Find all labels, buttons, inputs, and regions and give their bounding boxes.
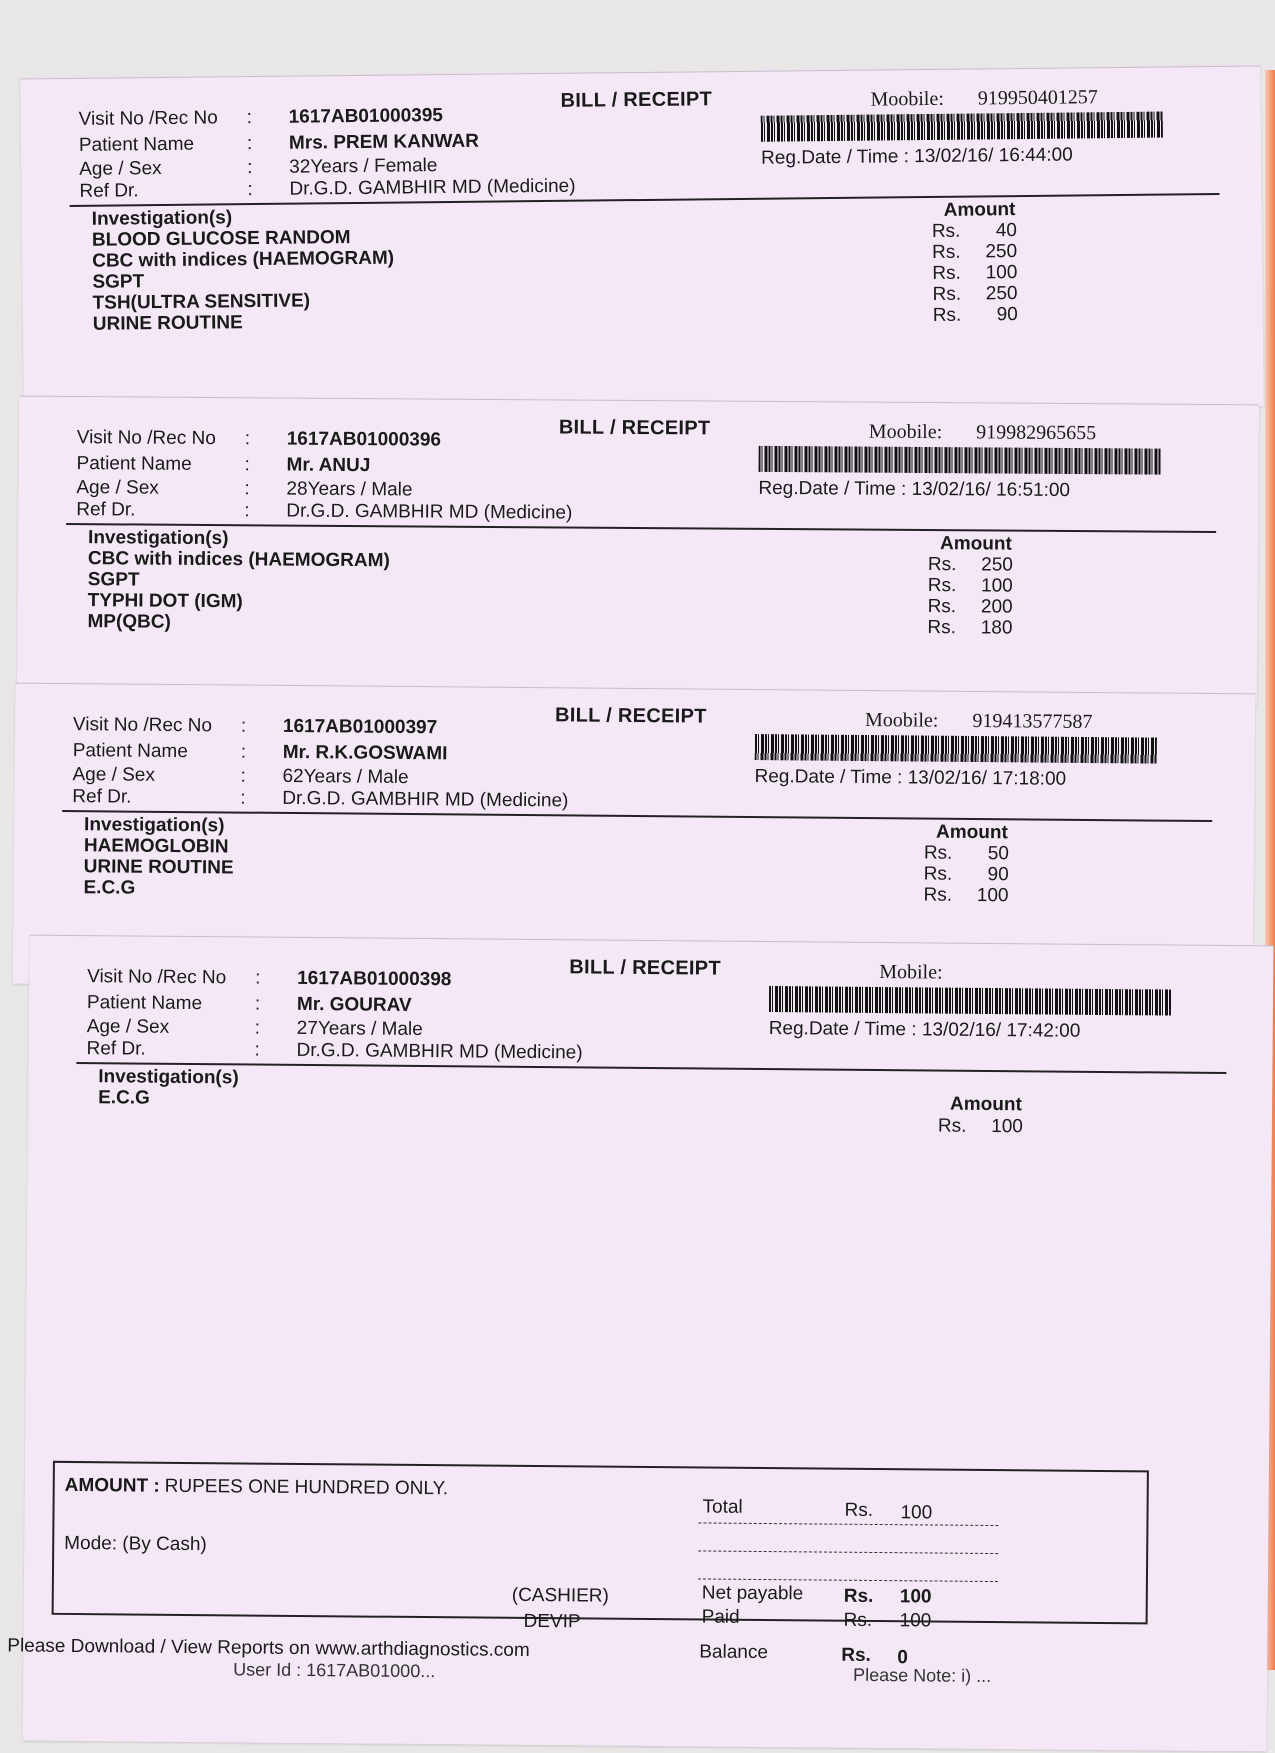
- mobile-number: 919950401257: [977, 86, 1098, 110]
- cashier-name: DEVIP: [523, 1610, 581, 1633]
- item-amount: 40: [995, 220, 1018, 242]
- mobile-line: [869, 421, 1096, 446]
- colon: :: [246, 133, 253, 155]
- paid-value: 100: [899, 1610, 932, 1632]
- please-note: Please Note: i) ...: [853, 1664, 992, 1687]
- receipt-1: [20, 66, 1264, 420]
- investigations-header: Investigation(s): [88, 527, 229, 550]
- total-rs: Rs.: [844, 1499, 874, 1521]
- mobile-line: [865, 709, 1093, 734]
- ref-label: Ref Dr.: [76, 499, 136, 521]
- rs-label: Rs.: [927, 554, 957, 576]
- header-rule: [76, 1062, 1226, 1074]
- receipt-title: BILL / RECEIPT: [554, 704, 707, 728]
- rs-label: Rs.: [923, 884, 953, 906]
- visit-no: 1617AB01000396: [286, 428, 442, 451]
- visit-label: Visit No /Rec No: [72, 714, 213, 737]
- colon: :: [240, 715, 247, 737]
- total-value: 100: [900, 1502, 933, 1524]
- reg-date-label: Reg.Date / Time: [754, 766, 892, 789]
- rs-label: Rs.: [932, 241, 961, 263]
- ref-label: Ref Dr.: [86, 1038, 146, 1060]
- name-label: Patient Name: [86, 992, 203, 1015]
- investigation-item: CBC with indices (HAEMOGRAM): [92, 247, 395, 272]
- paid-label: Paid: [701, 1606, 740, 1628]
- receipt-title: BILL / RECEIPT: [558, 416, 711, 440]
- rs-label: Rs.: [931, 220, 961, 242]
- colon: :: [244, 478, 250, 500]
- investigation-item: HAEMOGLOBIN: [83, 835, 229, 858]
- patient-name: Mr. GOURAV: [296, 993, 412, 1016]
- download-notice: Please Download / View Reports on www.arthdiagnostics.com: [7, 1635, 530, 1661]
- ref-label: Ref Dr.: [72, 786, 132, 808]
- rs-label: Rs.: [927, 596, 957, 618]
- amount-in-words: RUPEES ONE HUNDRED ONLY.: [164, 1475, 449, 1500]
- item-amount: 50: [987, 843, 1009, 865]
- balance-label: Balance: [699, 1641, 769, 1664]
- item-amount: 180: [980, 617, 1013, 639]
- payment-summary: [52, 1461, 1149, 1633]
- net-payable-value: 100: [899, 1586, 932, 1608]
- rs-label: Rs.: [927, 617, 957, 639]
- colon: :: [240, 787, 246, 809]
- header-rule: [66, 523, 1216, 533]
- mobile-line: [879, 961, 977, 985]
- age-label: Age / Sex: [86, 1016, 170, 1038]
- rs-label: Rs.: [937, 1115, 967, 1137]
- colon: :: [254, 1017, 261, 1039]
- amount-words-label: AMOUNT :: [64, 1474, 160, 1497]
- reg-date-time: Reg.Date / Time : 13/02/16/ 17:18:00: [754, 766, 1067, 790]
- age-label: Age / Sex: [76, 477, 159, 499]
- colon: :: [254, 993, 261, 1015]
- barcode: [759, 446, 1161, 475]
- mobile-label: Moobile:: [868, 420, 943, 444]
- rs-label: Rs.: [923, 842, 953, 864]
- age-label: Age / Sex: [79, 158, 162, 180]
- visit-no: 1617AB01000397: [282, 715, 438, 739]
- reg-date-time: Reg.Date / Time : 13/02/16/ 17:42:00: [768, 1018, 1081, 1042]
- investigations-header: Investigation(s): [98, 1066, 239, 1089]
- colon: :: [244, 428, 251, 450]
- dashed-line: [698, 1522, 998, 1526]
- investigation-item: MP(QBC): [87, 611, 171, 633]
- age-sex: 28Years / Male: [286, 478, 413, 501]
- investigation-item: TYPHI DOT (IGM): [87, 590, 243, 613]
- visit-label: Visit No /Rec No: [76, 427, 216, 450]
- dashed-line: [698, 1578, 998, 1582]
- colon: :: [240, 765, 246, 787]
- amount-header: Amount: [950, 1093, 1022, 1116]
- ref-label: Ref Dr.: [79, 180, 139, 202]
- colon: :: [247, 157, 253, 179]
- item-amount: 90: [987, 864, 1009, 886]
- reg-date-time: Reg.Date / Time : 13/02/16/ 16:44:00: [761, 144, 1073, 169]
- reg-date-label: Reg.Date / Time: [768, 1018, 907, 1041]
- mobile-number: 919413577587: [972, 709, 1093, 733]
- amount-header: Amount: [939, 533, 1012, 555]
- barcode: [761, 112, 1163, 142]
- receipt-4: [7, 935, 1274, 1752]
- balance-value: 0: [897, 1647, 908, 1669]
- patient-name: Mr. ANUJ: [286, 454, 371, 477]
- investigations-header: Investigation(s): [91, 207, 233, 230]
- mobile-number: 919982965655: [976, 421, 1097, 445]
- colon: :: [247, 179, 253, 201]
- rs-label: Rs.: [932, 283, 962, 305]
- user-id: User Id : 1617AB01000...: [233, 1659, 436, 1682]
- visit-label: Visit No /Rec No: [78, 107, 218, 130]
- name-label: Patient Name: [78, 133, 195, 156]
- item-amount: 250: [985, 283, 1018, 305]
- reg-date-label: Reg.Date / Time: [761, 146, 899, 169]
- visit-label: Visit No /Rec No: [87, 966, 227, 989]
- mobile-label: Mobile:: [879, 961, 943, 984]
- reg-date-value: 13/02/16/ 16:44:00: [914, 144, 1073, 168]
- amount-header: Amount: [943, 199, 1016, 221]
- mobile-label: Moobile:: [864, 709, 939, 732]
- investigation-item: SGPT: [87, 569, 140, 591]
- item-amount: 100: [991, 1115, 1023, 1138]
- colon: :: [254, 1039, 260, 1061]
- rs-label: Rs.: [923, 863, 953, 885]
- net-payable-rs: Rs.: [843, 1585, 874, 1607]
- ref-dr: Dr.G.D. GAMBHIR MD (Medicine): [286, 500, 573, 524]
- age-sex: 62Years / Male: [282, 765, 409, 789]
- ref-dr: Dr.G.D. GAMBHIR MD (Medicine): [296, 1039, 583, 1064]
- barcode: [755, 734, 1157, 764]
- receipt-2: [17, 396, 1259, 706]
- investigation-item: SGPT: [92, 271, 145, 293]
- cashier-label: (CASHIER): [511, 1584, 610, 1607]
- reg-date-value: 13/02/16/ 16:51:00: [911, 478, 1071, 502]
- reg-date-value: 13/02/16/ 17:18:00: [907, 767, 1067, 790]
- investigation-item: TSH(ULTRA SENSITIVE): [92, 290, 311, 314]
- reg-date-label: Reg.Date / Time: [758, 477, 896, 500]
- age-label: Age / Sex: [72, 764, 156, 786]
- ref-dr: Dr.G.D. GAMBHIR MD (Medicine): [289, 175, 576, 200]
- reg-date-time: Reg.Date / Time : 13/02/16/ 16:51:00: [758, 477, 1071, 502]
- investigation-item: URINE ROUTINE: [92, 312, 243, 335]
- visit-no: 1617AB01000398: [297, 967, 452, 991]
- item-amount: 100: [985, 262, 1018, 284]
- name-label: Patient Name: [72, 740, 188, 763]
- total-label: Total: [702, 1496, 743, 1518]
- item-amount: 100: [980, 575, 1013, 597]
- header-rule: [70, 193, 1220, 207]
- visit-no: 1617AB01000395: [288, 105, 444, 128]
- colon: :: [244, 500, 250, 522]
- mobile-line: [870, 86, 1098, 111]
- ref-dr: Dr.G.D. GAMBHIR MD (Medicine): [282, 787, 569, 812]
- barcode: [769, 986, 1171, 1016]
- paid-rs: Rs.: [843, 1609, 873, 1631]
- receipt-title: BILL / RECEIPT: [560, 88, 713, 112]
- item-amount: 250: [981, 554, 1013, 576]
- colon: :: [244, 454, 250, 476]
- rs-label: Rs.: [932, 262, 961, 284]
- age-sex: 32Years / Female: [289, 155, 438, 178]
- colon: :: [240, 741, 247, 763]
- investigation-item: CBC with indices (HAEMOGRAM): [87, 548, 390, 572]
- investigation-item: BLOOD GLUCOSE RANDOM: [91, 227, 351, 251]
- balance-rs: Rs.: [841, 1644, 871, 1666]
- age-sex: 27Years / Male: [296, 1017, 423, 1041]
- item-amount: 100: [976, 884, 1009, 907]
- item-amount: 250: [985, 241, 1018, 263]
- patient-name: Mr. R.K.GOSWAMI: [282, 741, 448, 765]
- colon: :: [246, 107, 253, 129]
- payment-mode: Mode: (By Cash): [64, 1532, 207, 1556]
- patient-name: Mrs. PREM KANWAR: [288, 130, 480, 154]
- mobile-label: Moobile:: [870, 87, 944, 111]
- rs-label: Rs.: [932, 304, 962, 326]
- colon: :: [255, 967, 261, 989]
- header-rule: [62, 810, 1212, 822]
- net-payable-label: Net payable: [701, 1582, 804, 1605]
- name-label: Patient Name: [76, 453, 192, 475]
- item-amount: 200: [980, 596, 1013, 618]
- amount-header: Amount: [935, 821, 1008, 844]
- investigation-item: E.C.G: [83, 877, 136, 899]
- investigation-item: E.C.G: [98, 1087, 150, 1109]
- rs-label: Rs.: [927, 575, 957, 597]
- dashed-line: [698, 1550, 998, 1554]
- item-amount: 90: [996, 304, 1018, 326]
- investigations-header: Investigation(s): [84, 814, 225, 837]
- reg-date-value: 13/02/16/ 17:42:00: [921, 1019, 1081, 1042]
- investigation-item: URINE ROUTINE: [83, 856, 234, 879]
- receipt-title: BILL / RECEIPT: [569, 956, 721, 980]
